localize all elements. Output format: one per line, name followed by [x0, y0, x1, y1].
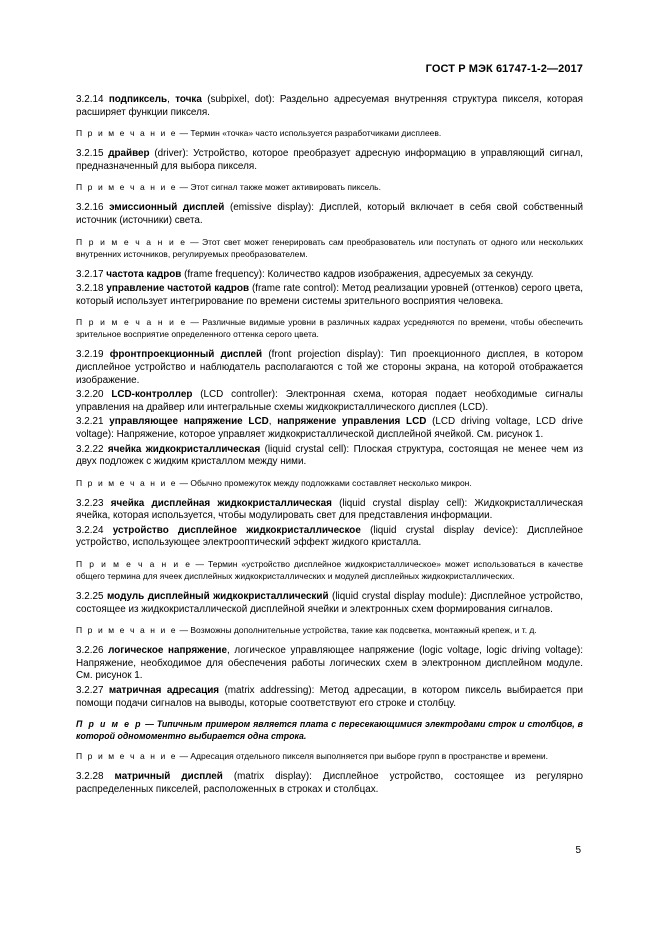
- term-number: 3.2.24: [76, 524, 104, 536]
- term-entry: [76, 269, 583, 282]
- term-name: эмиссионный дисплей: [109, 202, 225, 214]
- term-entry: [76, 416, 583, 441]
- term-number: 3.2.17: [76, 268, 104, 280]
- note: [76, 181, 583, 193]
- term-name: управляющее напряжение LCD: [109, 416, 269, 428]
- term-number: 3.2.18: [76, 283, 104, 295]
- note-text: Адресация отдельного пикселя выполняется при выборе групп в пространстве и времени.: [190, 751, 549, 762]
- term-definition: (LCD controller): Электронная схема, которая подает необходимые сигналы управления на драйвер или интегральные схемы жидкокристаллического дисплея (LCD).: [76, 389, 583, 413]
- note-dash: —: [179, 751, 189, 762]
- term-name: LCD-контроллер: [111, 389, 193, 401]
- page-number: 5: [575, 845, 581, 856]
- term-number: 3.2.23: [76, 497, 104, 509]
- note-dash: —: [179, 477, 189, 488]
- term-entry: [76, 389, 583, 414]
- term-entry: [76, 685, 583, 710]
- example-text: Типичным примером является плата с пересекающимися электродами строк и столбцов, в которой одномоментно выбирается одна строка.: [76, 719, 583, 742]
- term-entry: [76, 525, 583, 550]
- term-definition: (front projection display): Тип проекционного дисплея, в котором дисплейное устройство и наблюдатель располагаются с той же стороны экрана, на которой отображается изображение.: [76, 349, 584, 386]
- example-label: П р и м е р: [76, 719, 143, 730]
- note-label: П р и м е ч а н и е: [76, 182, 178, 193]
- term-separator: ,: [167, 94, 176, 105]
- note-text: Этот сигнал также может активировать пиксель.: [190, 182, 381, 193]
- term-number: 3.2.16: [76, 202, 104, 214]
- term-entry: [76, 645, 583, 683]
- term-definition: (liquid crystal display cell): Жидкокристаллическая ячейка, которая используется, чтобы модулировать свет для представления информации.: [76, 497, 583, 522]
- note: [76, 750, 583, 762]
- note: [76, 558, 583, 582]
- term-separator: ,: [268, 416, 278, 428]
- note: [76, 316, 583, 340]
- term-name: драйвер: [108, 148, 150, 160]
- term-definition: (frame rate control): Метод реализации уровней (оттенков) серого цвета, который использует интегрирование по времени системы зрительного восприятия человека.: [76, 283, 583, 307]
- term-entry: [76, 349, 583, 387]
- term-definition: (matrix display): Дисплейное устройство, состоящее из регулярно распределенных пикселей, расположенных в строках и столбцах.: [76, 771, 583, 795]
- note-dash: —: [195, 559, 205, 570]
- term-number: 3.2.27: [76, 685, 104, 697]
- term-definition: (emissive display): Дисплей, который включает в себя свой собственный источник (источники) света.: [76, 202, 583, 226]
- term-number: 3.2.20: [76, 389, 104, 401]
- term-definition: (frame frequency): Количество кадров изображения, адресуемых за секунду.: [181, 268, 534, 280]
- term-name: управление частотой кадров: [106, 283, 250, 295]
- term-entry: [76, 148, 583, 173]
- term-name-alt: точка: [175, 94, 202, 105]
- document-header: ГОСТ Р МЭК 61747-1-2—2017: [425, 63, 583, 75]
- term-number: 3.2.22: [76, 443, 104, 455]
- term-entry: [76, 591, 583, 616]
- note-dash: —: [179, 128, 189, 139]
- note: [76, 477, 583, 489]
- term-definition: (matrix addressing): Метод адресации, в котором пиксель выбирается при помощи подачи сигналов на выводы, которые соответствуют его строке и столбцу.: [76, 685, 583, 709]
- term-name: устройство дисплейное жидкокристаллическое: [112, 524, 361, 536]
- term-definition: (driver): Устройство, которое преобразует адресную информацию в управляющий сигнал, предназначенный для выбора пикселя.: [76, 148, 583, 172]
- note-label: П р и м е ч а н и е: [76, 625, 178, 636]
- note-dash: —: [179, 625, 189, 636]
- note-dash: —: [179, 182, 189, 193]
- note-text: Обычно промежуток между подложками составляет несколько микрон.: [190, 477, 472, 488]
- term-name: модуль дисплейный жидкокристаллический: [107, 591, 329, 603]
- term-name: фронтпроекционный дисплей: [109, 349, 263, 361]
- note-text: Термин «устройство дисплейное жидкокристаллическое» может использоваться в качестве общего термина для ячеек дисплейных жидкокристаллических и модулей дисплейных жидкокристаллических.: [76, 559, 583, 582]
- note: [76, 127, 583, 139]
- note-text: Различные видимые уровни в различных кадрах усредняются по времени, чтобы обеспечить зрительное восприятие определенного оттенка серого цвета.: [76, 317, 583, 340]
- term-number: 3.2.26: [76, 645, 104, 657]
- note: [76, 624, 583, 636]
- term-name: частота кадров: [106, 268, 182, 280]
- note-label: П р и м е ч а н и е: [76, 559, 192, 570]
- term-entry: [76, 283, 583, 308]
- term-number: 3.2.14: [76, 94, 104, 105]
- term-number: 3.2.19: [76, 349, 104, 361]
- term-entry: [76, 771, 583, 796]
- document-body: [76, 94, 583, 804]
- term-name: ячейка жидкокристаллическая: [107, 443, 261, 455]
- note-text: Этот свет может генерировать сам преобразователь или поступать от одного или нескольких внутренних источников, регулируемых преобразователем.: [76, 236, 583, 259]
- term-definition: (LCD driving voltage, LCD drive voltage): Напряжение, которое управляет жидкокристаллической дисплейной ячейкой. См. рисунок 1.: [76, 416, 583, 440]
- term-name-alt: напряжение управления LCD: [277, 416, 427, 428]
- note-label: П р и м е ч а н и е: [76, 128, 178, 139]
- term-number: 3.2.25: [76, 591, 104, 603]
- note-text: Возможны дополнительные устройства, такие как подсветка, монтажный крепеж, и т. д.: [190, 625, 537, 636]
- term-entry: [76, 444, 583, 469]
- note-dash: —: [190, 236, 199, 247]
- term-number: 3.2.28: [76, 771, 104, 783]
- term-name: логическое напряжение: [108, 645, 227, 657]
- term-entry: [76, 94, 583, 119]
- example-dash: —: [145, 719, 154, 730]
- term-number: 3.2.21: [76, 416, 104, 428]
- term-definition: , логическое управляющее напряжение (logic voltage, logic driving voltage): Напряжение, необходимое для обеспечения работы логических схем в электронном дисплейном модуле. См. рисунок 1.: [76, 645, 584, 682]
- term-definition: (liquid crystal cell): Плоская структура, состоящая не менее чем из двух подложек с жидким кристаллом между ними.: [76, 443, 583, 468]
- term-definition: (subpixel, dot): Раздельно адресуемая внутренняя структура пикселя, которая расширяет функции пикселя.: [76, 94, 583, 118]
- note-text: Термин «точка» часто используется разработчиками дисплеев.: [190, 128, 442, 139]
- term-name: подпиксель: [108, 94, 168, 105]
- term-definition: (liquid crystal display device): Дисплейное устройство, использующее электрооптический эффект жидкого кристалла.: [76, 524, 584, 549]
- note: [76, 236, 583, 260]
- note-label: П р и м е ч а н и е: [76, 477, 178, 488]
- term-number: 3.2.15: [76, 148, 104, 160]
- example: [76, 718, 583, 742]
- note-label: П р и м е ч а н и е: [76, 317, 187, 328]
- note-label: П р и м е ч а н и е: [76, 236, 187, 247]
- note-label: П р и м е ч а н и е: [76, 751, 178, 762]
- term-name: матричный дисплей: [114, 771, 223, 783]
- term-name: ячейка дисплейная жидкокристаллическая: [110, 497, 332, 509]
- term-definition: (liquid crystal display module): Дисплейное устройство, состоящее из жидкокристаллической дисплейной ячейки и электронных схем формирования сигналов.: [76, 591, 584, 615]
- term-entry: [76, 498, 583, 523]
- term-name: матричная адресация: [108, 685, 220, 697]
- term-entry: [76, 202, 583, 227]
- note-dash: —: [190, 317, 199, 328]
